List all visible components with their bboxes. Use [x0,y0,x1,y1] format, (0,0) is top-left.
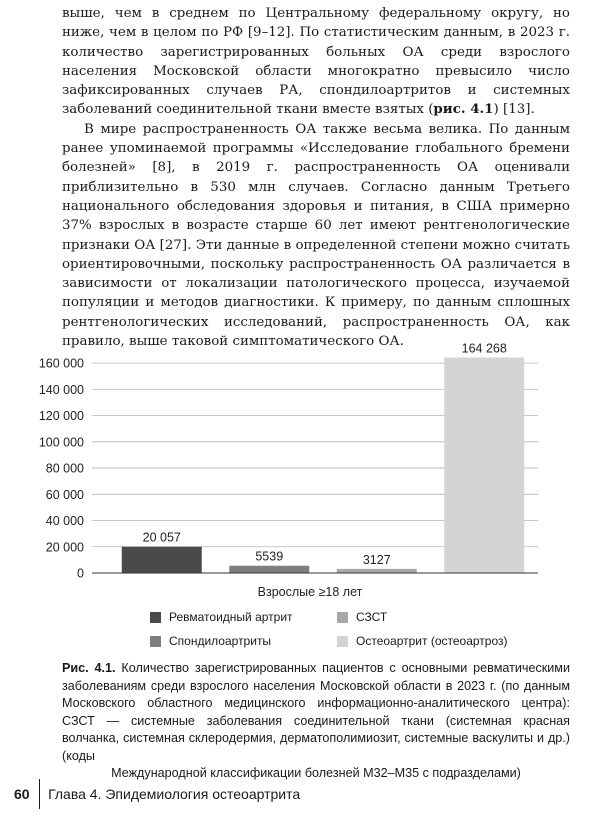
legend-swatch [150,636,161,647]
legend-item [337,634,508,648]
page-number: 60 [14,786,30,802]
bar-value-label: 20 057 [142,530,181,545]
bar-2 [229,566,309,573]
bar-3 [337,569,417,573]
figure-reference[interactable]: рис. 4.1 [433,101,494,118]
bar-chart [0,330,590,605]
figure-caption [62,660,570,783]
y-tick-label: 80 000 [45,461,84,476]
bar-4 [444,358,524,573]
x-axis-label: Взрослые ≥18 лет [257,585,363,599]
bar-value-label: 3127 [362,552,391,567]
y-tick-label: 160 000 [38,356,84,371]
legend-item [150,610,293,624]
y-tick-label: 40 000 [45,514,84,529]
body-text [62,4,570,351]
legend-label: Ревматоидный артрит [169,610,293,624]
legend-swatch [337,636,348,647]
y-tick-label: 140 000 [38,382,84,397]
footer-divider [39,779,41,809]
legend-swatch [337,612,348,623]
chapter-title: Глава 4. Эпидемиология остеоартрита [48,786,301,802]
paragraph-1-end: ) [13]. [493,102,535,118]
legend-label: Остеоартрит (остеоартроз) [356,634,508,648]
figure-caption-last-line: Международной классификации болезней М32–М35 с подразделами) [111,766,521,780]
figure-caption-label: Рис. 4.1. [62,661,116,675]
bar-value-label: 5539 [255,549,284,564]
paragraph-1 [62,4,570,120]
y-axis-ticks [39,357,84,581]
y-tick-label: 20 000 [45,540,84,555]
legend-swatch [150,612,161,623]
bar-1 [122,547,202,573]
y-tick-label: 60 000 [45,487,84,502]
page-footer [14,780,300,808]
paragraph-2: В мире распространенность ОА также весьма велика. По данным ранее упоминаемой программы «Исследование глобального бремени болезней» [8], в 2019 г. распространенность ОА оценивали приблизительно в 530 млн случаев. Согласно данным Третьего национального обследования здоровья и питания, в США примерно 37% взрослых в возрасте старше 60 лет имеют рентгенологические признаки ОА [27]. Эти данные в определенной степени можно считать ориентировочными, поскольку распространенность ОА различается в зависимости от локализации патологического процесса, изучаемой популяции и методов диагностики. К примеру, по данным сплошных рентгенологических исследований, распространенность ОА, как правило, выше таковой симптоматического ОА. [62,121,570,350]
legend-item [337,610,387,624]
chart-bars [122,358,525,573]
paragraph-1-text: выше, чем в среднем по Центральному федеральному округу, но ниже, чем в целом по РФ [9–12]. По статистическим данным, в 2023 г. количество зарегистрированных больных ОА среди взрослого населения Московской области многократно превысило число зафиксированных случаев РА, спондилоартритов и системных заболеваний соединительной ткани вместе взятых ( [62,6,570,118]
legend-label: Спондилоартриты [169,634,272,648]
bar-value-label: 164 268 [461,341,507,356]
y-tick-label: 100 000 [38,435,84,450]
y-tick-label: 0 [77,566,84,581]
y-tick-label: 120 000 [38,409,84,424]
figure-caption-text: Количество зарегистрированных пациентов с основными ревматическими заболеваниям среди взрослого населения Московской области в 2023 г. (по данным Московского областного медицинского информационно-аналитического центра): СЗСТ — системные заболевания соединительной ткани (системная красная волчанка, системная склеродермия, дерматополимиозит, системные васкулиты и др.) (коды [62,661,570,763]
legend-item [150,634,271,648]
legend-label: СЗСТ [356,610,388,624]
